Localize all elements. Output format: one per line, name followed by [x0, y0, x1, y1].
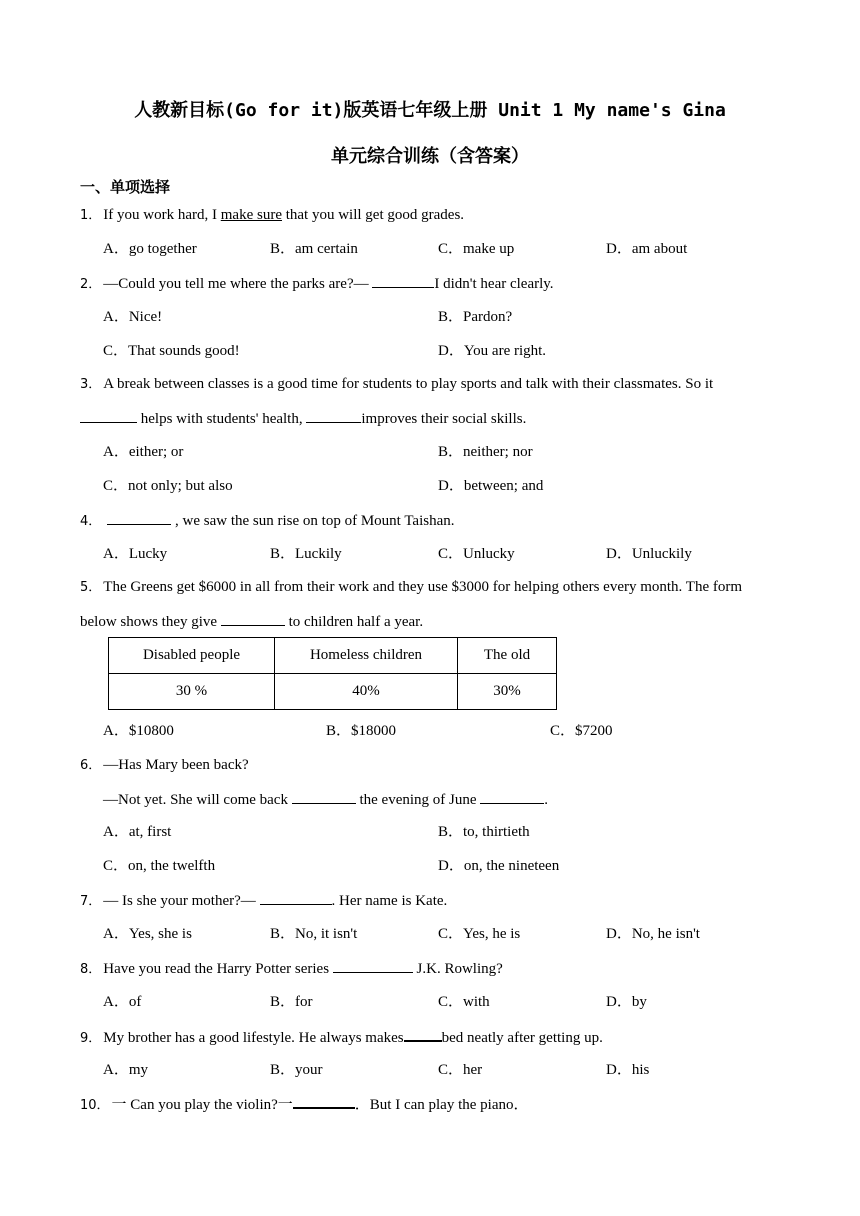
q7-option-c[interactable]: C．Yes, he is: [438, 926, 521, 942]
q3-option-a[interactable]: A．either; or: [103, 444, 184, 460]
q6-option-d[interactable]: D．on, the nineteen: [438, 858, 560, 874]
question-3: 3． A break between classes is a good time for students to play sports and talk with their classmates. So it: [80, 376, 714, 392]
question-7: 7． — Is she your mother?— . Her name is Kate.: [80, 890, 447, 912]
q1-option-b[interactable]: B．am certain: [270, 241, 358, 257]
question-8: 8． Have you read the Harry Potter series J.K. Rowling?: [80, 958, 503, 980]
table-header-row: [109, 638, 557, 674]
q3-option-b[interactable]: B．neither; nor: [438, 444, 533, 460]
q3-option-d[interactable]: D．between; and: [438, 478, 544, 494]
donation-table: [108, 637, 557, 710]
answer-blank: [404, 1026, 442, 1042]
section-heading: 一、单项选择: [80, 178, 171, 196]
document-title: 人教新目标(Go for it)版英语七年级上册 Unit 1 My name's Gina: [134, 100, 726, 121]
question-10: 10． 一 Can you play the violin?一 ．But I can play the piano．: [80, 1093, 529, 1116]
q9-option-d[interactable]: D．his: [606, 1062, 650, 1078]
q2-option-b[interactable]: B．Pardon?: [438, 309, 513, 325]
q4-option-d[interactable]: D．Unluckily: [606, 546, 692, 562]
question-1: 1． If you work hard, I make sure that you will get good grades.: [80, 207, 465, 223]
question-4: 4． , we saw the sun rise on top of Mount Taishan.: [80, 510, 455, 532]
answer-blank: [80, 408, 137, 423]
table-row: [109, 674, 557, 710]
table-cell: 40%: [275, 674, 458, 710]
q7-option-a[interactable]: A．Yes, she is: [103, 926, 192, 942]
q9-option-c[interactable]: C．her: [438, 1062, 483, 1078]
q3-option-c[interactable]: C．not only; but also: [103, 478, 233, 494]
q2-option-d[interactable]: D．You are right.: [438, 343, 547, 359]
q6-option-c[interactable]: C．on, the twelfth: [103, 858, 216, 874]
answer-blank: [480, 789, 544, 804]
table-header-cell: Homeless children: [275, 638, 458, 674]
q1-option-a[interactable]: A．go together: [103, 241, 197, 257]
answer-blank: [333, 958, 413, 973]
answer-blank: [221, 611, 285, 626]
q5-option-c[interactable]: C．$7200: [550, 723, 613, 739]
question-9: 9． My brother has a good lifestyle. He always makes bed neatly after getting up.: [80, 1026, 603, 1049]
q2-option-a[interactable]: A．Nice!: [103, 309, 163, 325]
q8-option-b[interactable]: B．for: [270, 994, 313, 1010]
q8-option-d[interactable]: D．by: [606, 994, 647, 1010]
question-5: 5． The Greens get $6000 in all from their work and they use $3000 for helping others every month. The form: [80, 579, 743, 595]
document-subtitle: 单元综合训练（含答案）: [331, 146, 529, 167]
q5-option-a[interactable]: A．$10800: [103, 723, 174, 739]
question-6: 6． —Has Mary been back?: [80, 757, 249, 773]
q8-option-c[interactable]: C．with: [438, 994, 490, 1010]
q1-option-d[interactable]: D．am about: [606, 241, 688, 257]
q1-option-c[interactable]: C．make up: [438, 241, 515, 257]
q9-option-a[interactable]: A．my: [103, 1062, 149, 1078]
answer-blank: [306, 408, 361, 423]
answer-blank: [107, 510, 171, 525]
answer-blank: [292, 789, 356, 804]
q5-option-b[interactable]: B．$18000: [326, 723, 397, 739]
table-header-cell: Disabled people: [109, 638, 275, 674]
q7-option-d[interactable]: D．No, he isn't: [606, 926, 700, 942]
answer-blank: [293, 1093, 355, 1109]
q6-option-b[interactable]: B．to, thirtieth: [438, 824, 530, 840]
table-cell: 30 %: [109, 674, 275, 710]
q9-option-b[interactable]: B．your: [270, 1062, 323, 1078]
q6-option-a[interactable]: A．at, first: [103, 824, 172, 840]
q2-option-c[interactable]: C．That sounds good!: [103, 343, 240, 359]
table-cell: 30%: [458, 674, 557, 710]
q8-option-a[interactable]: A．of: [103, 994, 142, 1010]
q4-option-a[interactable]: A．Lucky: [103, 546, 168, 562]
question-3-line-2: helps with students' health, improves their social skills.: [80, 408, 526, 429]
answer-blank: [260, 890, 332, 905]
table-header-cell: The old: [458, 638, 557, 674]
underlined-phrase: make sure: [220, 207, 282, 223]
question-5-line-2: below shows they give to children half a year.: [80, 611, 423, 632]
q4-option-c[interactable]: C．Unlucky: [438, 546, 515, 562]
q7-option-b[interactable]: B．No, it isn't: [270, 926, 358, 942]
q4-option-b[interactable]: B．Luckily: [270, 546, 342, 562]
question-2: 2． —Could you tell me where the parks are?— I didn't hear clearly.: [80, 273, 554, 295]
answer-blank: [372, 273, 434, 288]
question-6-line-2: —Not yet. She will come back the evening of June .: [103, 789, 548, 810]
